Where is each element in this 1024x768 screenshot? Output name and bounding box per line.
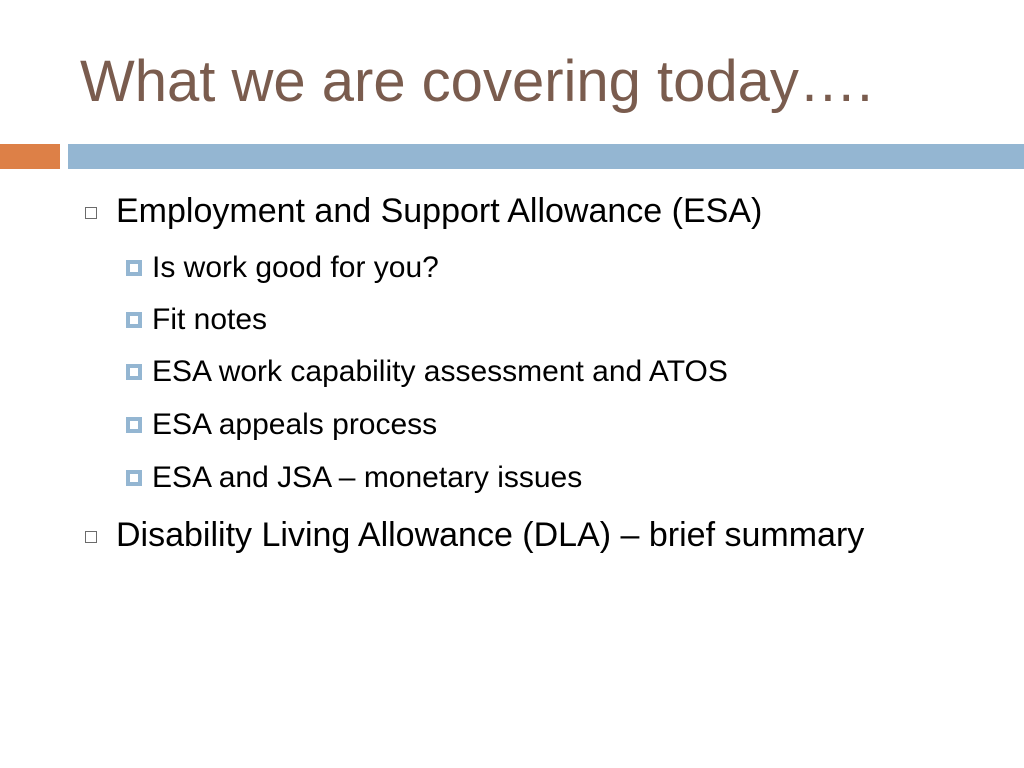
list-item: Disability Living Allowance (DLA) – brief summary: [116, 516, 865, 554]
hollow-square-icon: [85, 531, 97, 543]
filled-square-icon: [126, 470, 142, 486]
filled-square-icon: [126, 260, 142, 276]
filled-square-icon: [126, 364, 142, 380]
sub-list-item: ESA and JSA – monetary issues: [152, 461, 583, 494]
slide-title: What we are covering today….: [80, 49, 874, 114]
sub-list-item: Is work good for you?: [152, 251, 439, 284]
sub-list-item: ESA appeals process: [152, 408, 438, 441]
filled-square-icon: [126, 312, 142, 328]
list-item: Employment and Support Allowance (ESA): [116, 192, 763, 230]
sub-list-item: Fit notes: [152, 303, 268, 336]
hollow-square-icon: [85, 207, 97, 219]
filled-square-icon: [126, 417, 142, 433]
sub-list-item: ESA work capability assessment and ATOS: [152, 355, 728, 388]
